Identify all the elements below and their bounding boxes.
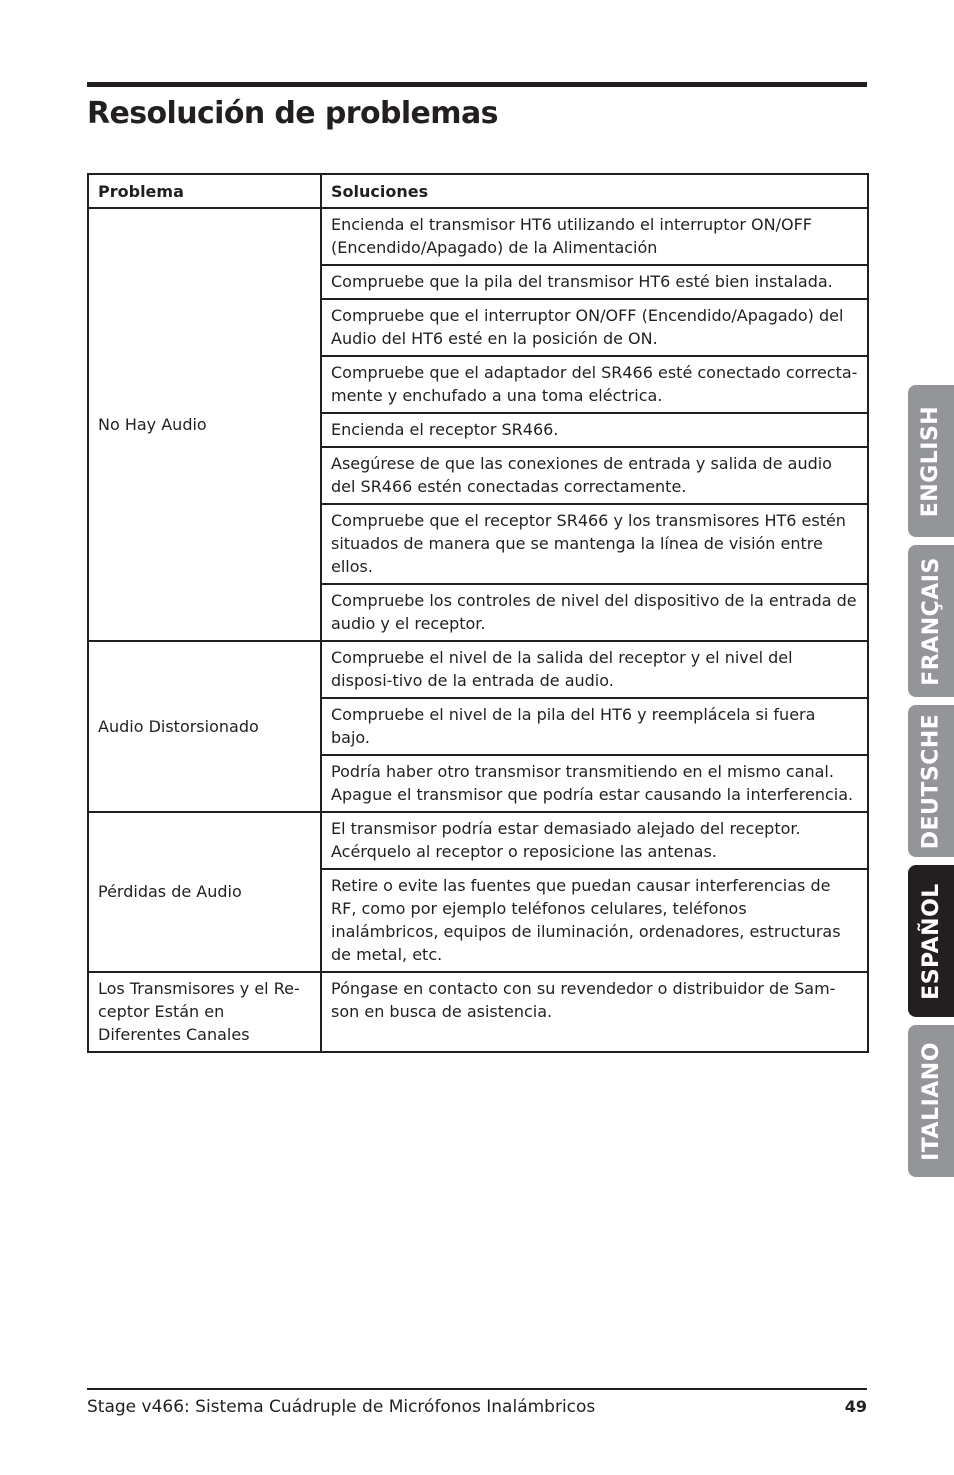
footer-rule [87, 1388, 867, 1390]
footer-title: Stage v466: Sistema Cuádruple de Micrófonos Inalámbricos [87, 1397, 596, 1417]
solution-cell: Retire o evite las fuentes que puedan causar interferencias de RF, como por ejemplo teléfonos celulares, teléfonos inalámbricos, equipos de iluminación, ordenadores, estructuras de metal, etc. [321, 869, 868, 972]
tab-label: ITALIANO [918, 1041, 944, 1161]
tab-label: ENGLISH [918, 405, 944, 517]
solution-cell: Compruebe los controles de nivel del dispositivo de la entrada de audio y el receptor. [321, 584, 868, 641]
solution-cell: Compruebe el nivel de la pila del HT6 y reemplácela si fuera bajo. [321, 698, 868, 755]
problem-cell: No Hay Audio [88, 208, 321, 641]
table-row [88, 208, 868, 265]
solution-cell: Compruebe que la pila del transmisor HT6 esté bien instalada. [321, 265, 868, 299]
troubleshooting-table [87, 173, 869, 1053]
tab-label: ESPAÑOL [918, 882, 944, 1000]
language-tabs [908, 0, 954, 1475]
solution-cell: Encienda el receptor SR466. [321, 413, 868, 447]
page-number: 49 [844, 1397, 867, 1416]
solution-cell: El transmisor podría estar demasiado alejado del receptor. Acérquelo al receptor o reposicione las antenas. [321, 812, 868, 869]
solution-cell: Compruebe que el receptor SR466 y los transmisores HT6 estén situados de manera que se mantenga la línea de visión entre ellos. [321, 504, 868, 584]
title-rule [87, 82, 867, 87]
solution-cell: Compruebe el nivel de la salida del receptor y el nivel del disposi-tivo de la entrada de audio. [321, 641, 868, 698]
page-title: Resolución de problemas [87, 96, 498, 131]
tab-francais[interactable] [908, 545, 954, 697]
tab-english[interactable] [908, 385, 954, 537]
tab-italiano[interactable] [908, 1025, 954, 1177]
table-row [88, 641, 868, 698]
problem-cell: Los Transmisores y el Re-ceptor Están en Diferentes Canales [88, 972, 321, 1052]
tab-espanol[interactable] [908, 865, 954, 1017]
tab-label: DEUTSCHE [918, 713, 944, 849]
tab-label: FRANÇAIS [918, 556, 944, 686]
problem-cell: Audio Distorsionado [88, 641, 321, 812]
tab-deutsche[interactable] [908, 705, 954, 857]
solution-cell: Compruebe que el adaptador del SR466 esté conectado correcta-mente y enchufado a una toma eléctrica. [321, 356, 868, 413]
solution-cell: Compruebe que el interruptor ON/OFF (Encendido/Apagado) del Audio del HT6 esté en la posición de ON. [321, 299, 868, 356]
table-header-row [88, 174, 868, 208]
solution-cell: Asegúrese de que las conexiones de entrada y salida de audio del SR466 estén conectadas correctamente. [321, 447, 868, 504]
problem-cell: Pérdidas de Audio [88, 812, 321, 972]
table-row [88, 812, 868, 869]
solution-cell: Encienda el transmisor HT6 utilizando el interruptor ON/OFF (Encendido/Apagado) de la Alimentación [321, 208, 868, 265]
solution-cell: Póngase en contacto con su revendedor o distribuidor de Sam-son en busca de asistencia. [321, 972, 868, 1052]
header-problem: Problema [88, 174, 321, 208]
table-row [88, 972, 868, 1052]
header-solutions: Soluciones [321, 174, 868, 208]
solution-cell: Podría haber otro transmisor transmitiendo en el mismo canal. Apague el transmisor que podría estar causando la interferencia. [321, 755, 868, 812]
